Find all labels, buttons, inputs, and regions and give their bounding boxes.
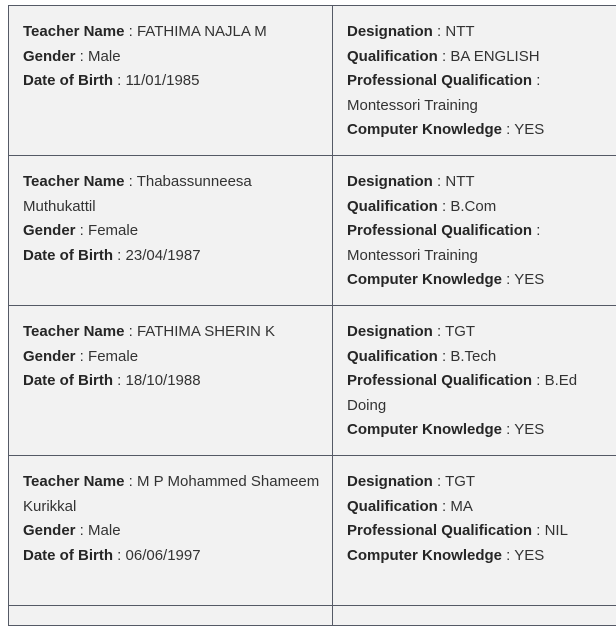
- prof-qualification-label: Professional Qualification: [347, 522, 533, 539]
- separator: :: [113, 72, 126, 89]
- separator: :: [75, 347, 89, 365]
- separator: :: [432, 323, 446, 340]
- separator: :: [113, 246, 126, 264]
- table-row: [9, 456, 616, 606]
- prof-qualification-value: NIL: [544, 522, 568, 539]
- separator: :: [437, 497, 451, 515]
- prof-qualification-value: B.Ed Doing: [347, 372, 578, 414]
- designation-label: Designation: [347, 473, 433, 490]
- teacher-name-label: Teacher Name: [23, 323, 125, 340]
- teacher-name-label: Teacher Name: [23, 473, 125, 490]
- computer-knowledge-label: Computer Knowledge: [347, 421, 503, 438]
- computer-knowledge-line: [347, 118, 608, 143]
- separator: :: [124, 23, 137, 40]
- table-row: [9, 606, 616, 626]
- gender-label: Gender: [23, 522, 76, 539]
- designation-value: TGT: [445, 323, 476, 340]
- computer-knowledge-value: YES: [514, 271, 545, 288]
- gender-value: Male: [88, 522, 121, 539]
- separator: :: [437, 47, 451, 65]
- dob-label: Date of Birth: [23, 246, 113, 264]
- qualification-line: [347, 345, 608, 370]
- dob-line: [23, 244, 322, 269]
- teacher-name-label: Teacher Name: [23, 23, 125, 40]
- gender-line: [23, 345, 322, 370]
- separator: :: [75, 522, 89, 539]
- dob-label: Date of Birth: [23, 72, 113, 89]
- separator: :: [502, 421, 515, 438]
- qualification-value: B.Tech: [450, 347, 497, 365]
- designation-label: Designation: [347, 23, 433, 40]
- qualification-value: BA ENGLISH: [450, 47, 540, 65]
- qualification-line: [347, 195, 608, 220]
- designation-value: TGT: [445, 473, 476, 490]
- computer-knowledge-label: Computer Knowledge: [347, 271, 503, 288]
- designation-value: NTT: [445, 23, 475, 40]
- designation-label: Designation: [347, 323, 433, 340]
- separator: :: [437, 197, 451, 215]
- prof-qualification-value: Montessori Training: [347, 96, 478, 114]
- separator: :: [532, 72, 541, 89]
- dob-line: [23, 544, 322, 569]
- dob-label: Date of Birth: [23, 372, 113, 389]
- computer-knowledge-line: [347, 544, 608, 569]
- qualification-line: [347, 495, 608, 520]
- teacher-qualification-cell: [333, 456, 616, 606]
- computer-knowledge-value: YES: [514, 421, 545, 438]
- teacher-personal-cell: [9, 606, 333, 626]
- teacher-name-value: FATHIMA SHERIN K: [136, 323, 276, 340]
- separator: :: [113, 546, 126, 564]
- computer-knowledge-value: YES: [514, 121, 545, 138]
- prof-qualification-label: Professional Qualification: [347, 372, 533, 389]
- table-row: [9, 6, 616, 156]
- qualification-label: Qualification: [347, 197, 438, 215]
- dob-value: 18/10/1988: [125, 372, 201, 389]
- gender-value: Female: [88, 347, 139, 365]
- teacher-name-value: FATHIMA NAJLA M: [136, 23, 267, 40]
- dob-label: Date of Birth: [23, 546, 113, 564]
- separator: :: [432, 173, 446, 190]
- teacher-qualification-cell: [333, 306, 616, 456]
- separator: :: [532, 372, 545, 389]
- teacher-name-line: [23, 170, 322, 219]
- gender-label: Gender: [23, 347, 76, 365]
- computer-knowledge-value: YES: [514, 546, 545, 564]
- dob-value: 23/04/1987: [125, 246, 201, 264]
- teacher-name-value: Thabassunneesa Muthukattil: [23, 173, 252, 215]
- table-row: [9, 156, 616, 306]
- designation-value: NTT: [445, 173, 475, 190]
- designation-line: [347, 470, 608, 495]
- qualification-line: [347, 45, 608, 70]
- separator: :: [432, 23, 446, 40]
- designation-line: [347, 320, 608, 345]
- qualification-value: MA: [450, 497, 473, 515]
- computer-knowledge-label: Computer Knowledge: [347, 546, 503, 564]
- teacher-personal-cell: [9, 456, 333, 606]
- gender-line: [23, 219, 322, 244]
- designation-line: [347, 170, 608, 195]
- prof-qualification-line: [347, 519, 608, 544]
- computer-knowledge-line: [347, 418, 608, 443]
- gender-value: Male: [88, 47, 121, 65]
- designation-label: Designation: [347, 173, 433, 190]
- teacher-name-line: [23, 470, 322, 519]
- separator: :: [432, 473, 446, 490]
- qualification-label: Qualification: [347, 347, 438, 365]
- designation-line: [347, 20, 608, 45]
- teacher-name-label: Teacher Name: [23, 173, 125, 190]
- gender-label: Gender: [23, 222, 76, 239]
- teacher-qualification-cell: [333, 156, 616, 306]
- separator: :: [437, 347, 451, 365]
- prof-qualification-label: Professional Qualification: [347, 222, 533, 239]
- dob-line: [23, 69, 322, 94]
- separator: :: [75, 222, 89, 239]
- teacher-qualification-cell: [333, 606, 616, 626]
- teacher-name-line: [23, 320, 322, 345]
- separator: :: [502, 546, 515, 564]
- qualification-label: Qualification: [347, 497, 438, 515]
- separator: :: [124, 323, 137, 340]
- teacher-personal-cell: [9, 156, 333, 306]
- gender-label: Gender: [23, 47, 76, 65]
- separator: :: [124, 473, 137, 490]
- separator: :: [124, 173, 137, 190]
- separator: :: [532, 522, 545, 539]
- gender-line: [23, 519, 322, 544]
- qualification-value: B.Com: [450, 197, 497, 215]
- teacher-personal-cell: [9, 306, 333, 456]
- separator: :: [532, 222, 541, 239]
- qualification-label: Qualification: [347, 47, 438, 65]
- teacher-name-line: [23, 20, 322, 45]
- prof-qualification-value: Montessori Training: [347, 246, 478, 264]
- computer-knowledge-line: [347, 268, 608, 293]
- separator: :: [113, 372, 126, 389]
- separator: :: [75, 47, 89, 65]
- gender-value: Female: [88, 222, 139, 239]
- prof-qualification-label: Professional Qualification: [347, 72, 533, 89]
- table-row: [9, 306, 616, 456]
- teacher-qualification-cell: [333, 6, 616, 156]
- gender-line: [23, 45, 322, 70]
- dob-value: 11/01/1985: [125, 72, 200, 89]
- separator: :: [502, 271, 515, 288]
- prof-qualification-line: [347, 369, 608, 418]
- separator: :: [502, 121, 515, 138]
- computer-knowledge-label: Computer Knowledge: [347, 121, 503, 138]
- teacher-name-value: M P Mohammed Shameem Kurikkal: [23, 473, 320, 515]
- dob-value: 06/06/1997: [125, 546, 201, 564]
- prof-qualification-line: [347, 219, 608, 268]
- dob-line: [23, 369, 322, 394]
- teacher-personal-cell: [9, 6, 333, 156]
- teacher-table: [8, 5, 616, 626]
- prof-qualification-line: [347, 69, 608, 118]
